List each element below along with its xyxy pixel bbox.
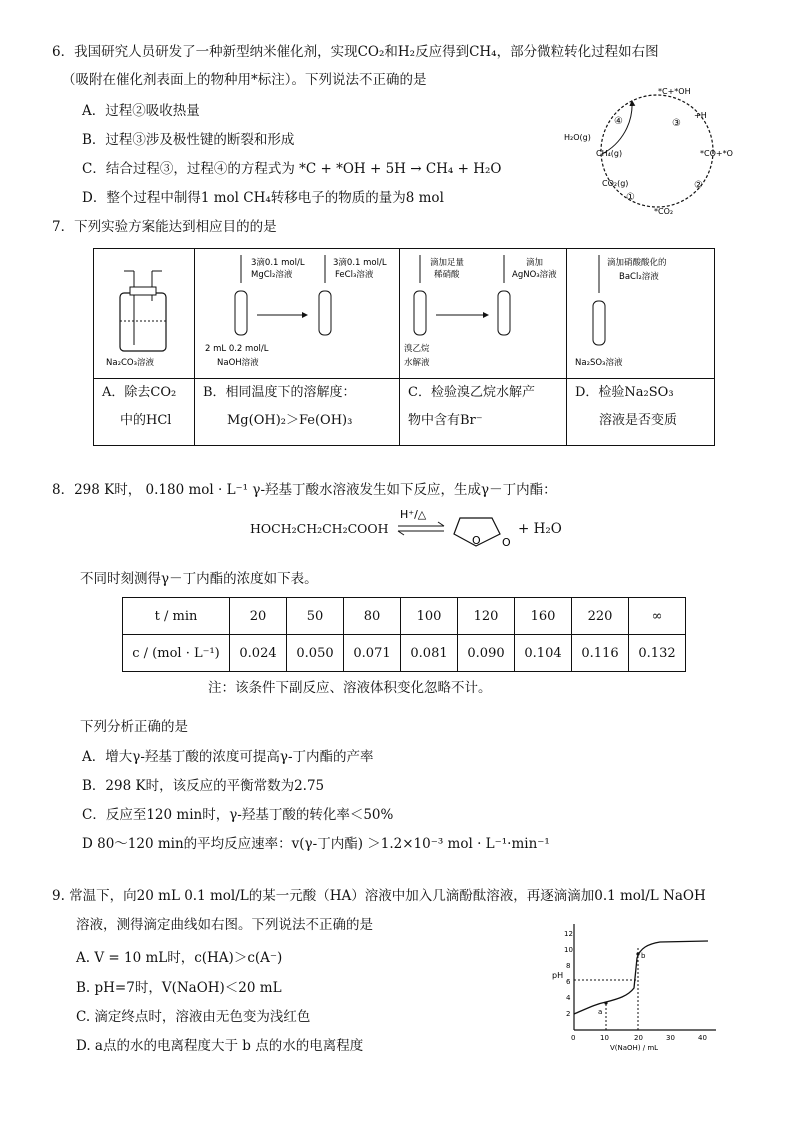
x-tick: 40 — [698, 1034, 707, 1042]
b-add1b: MgCl₂溶液 — [251, 270, 293, 280]
b-add1: 3滴0.1 mol/L — [251, 258, 305, 268]
q9-titration-curve — [548, 918, 728, 1054]
diagram-right: *CO+*O — [700, 149, 733, 158]
q8-option-d: D 80～120 min的平均反应速率：v(γ-丁内酯) ＞1.2×10⁻³ mol · L⁻¹·min⁻¹ — [82, 836, 550, 852]
diagram-left2: CH₄(g) — [596, 149, 623, 158]
cell-d-figure — [567, 249, 715, 379]
step-3: ③ — [672, 118, 681, 129]
d-tube: Na₂SO₃溶液 — [575, 358, 623, 368]
q9-stem-line2: 溶液，测得滴定曲线如右图。下列说法不正确的是 — [76, 917, 373, 933]
y-tick: 8 — [566, 962, 571, 970]
t-cell: 20 — [230, 598, 287, 635]
c-header: c / (mol · L⁻¹) — [123, 635, 230, 672]
b-add2: 3滴0.1 mol/L — [333, 258, 387, 268]
t-cell: ∞ — [629, 598, 686, 635]
q7-c2: 物中含有Br⁻ — [408, 413, 483, 428]
q6-option-d: D．整个过程中制得1 mol CH₄转移电子的物质的量为8 mol — [82, 190, 444, 206]
cell-a-figure — [94, 249, 195, 379]
y-tick: 2 — [566, 1010, 571, 1018]
time-row — [123, 598, 686, 635]
c-cell: 0.050 — [287, 635, 344, 672]
point-a — [604, 1001, 607, 1004]
t-cell: 80 — [344, 598, 401, 635]
ring-o: O — [472, 534, 481, 547]
q7-experiment-table — [93, 248, 715, 446]
mg-fe-figure — [195, 249, 399, 375]
q9-stem-line1: 9. 常温下，向20 mL 0.1 mol/L的某一元酸（HA）溶液中加入几滴酚酞溶液，再逐滴滴加0.1 mol/L NaOH — [52, 888, 706, 904]
diagram-right-top: +H — [694, 111, 707, 120]
b-tube: 2 mL 0.2 mol/L — [205, 344, 269, 354]
t-header: t / min — [123, 598, 230, 635]
carbonyl-o: O — [502, 536, 511, 549]
bromoethane-figure — [400, 249, 566, 375]
y-tick: 6 — [566, 978, 571, 986]
point-b — [636, 952, 639, 955]
c-cell: 0.090 — [458, 635, 515, 672]
conc-row — [123, 635, 686, 672]
c-cell: 0.081 — [401, 635, 458, 672]
q9-option-d: D. a点的水的电离程度大于 b 点的水的电离程度 — [76, 1038, 364, 1054]
q8-water: + H₂O — [518, 521, 562, 537]
d-addb: BaCl₂溶液 — [619, 272, 659, 282]
b-add2b: FeCl₃溶液 — [335, 270, 374, 280]
c-add2: 滴加 — [526, 258, 544, 268]
b-tubeb: NaOH溶液 — [217, 358, 259, 368]
c-cell: 0.104 — [515, 635, 572, 672]
diagram-bottom: *CO₂ — [654, 207, 674, 216]
c-add1: 滴加足量 — [430, 258, 465, 268]
q8-stem: 8．298 K时， 0.180 mol · L⁻¹ γ-羟基丁酸水溶液发生如下反应，生成γ－丁内酯： — [52, 482, 557, 498]
y-tick: 4 — [566, 994, 571, 1002]
t-cell: 220 — [572, 598, 629, 635]
q8-table-intro: 不同时刻测得γ－丁内酯的浓度如下表。 — [80, 571, 318, 587]
wash-bottle-figure — [94, 249, 194, 375]
y-axis-label: pH — [552, 971, 564, 980]
step-1: ① — [626, 192, 635, 203]
cell-a-label: Na₂CO₃溶液 — [106, 358, 155, 368]
q8-option-a: A．增大γ-羟基丁酸的浓度可提高γ-丁内酯的产率 — [82, 749, 374, 765]
x-tick: 10 — [600, 1034, 609, 1042]
q7-stem: 7．下列实验方案能达到相应目的的是 — [52, 219, 277, 235]
diagram-top: *C+*OH — [658, 87, 691, 96]
q9-option-c: C. 滴定终点时，溶液由无色变为浅红色 — [76, 1009, 311, 1025]
y-tick: 10 — [564, 946, 573, 954]
t-cell: 120 — [458, 598, 515, 635]
c-add2b: AgNO₃溶液 — [512, 270, 557, 280]
q8-condition: H⁺/△ — [400, 508, 427, 521]
option-d-cell — [567, 379, 715, 446]
q6-option-b: B．过程③涉及极性键的断裂和形成 — [82, 132, 295, 148]
x-tick: 30 — [666, 1034, 675, 1042]
option-a-cell — [94, 379, 195, 446]
c-add1b: 稀硝酸 — [434, 270, 460, 280]
q7-b1: B．相同温度下的溶解度： — [203, 385, 356, 400]
c-cell: 0.071 — [344, 635, 401, 672]
q9-option-a: A. V = 10 mL时，c(HA)＞c(A⁻) — [76, 950, 283, 966]
x-tick: 0 — [571, 1034, 576, 1042]
q6-option-c: C．结合过程③，过程④的方程式为 *C + *OH + 5H → CH₄ + H₂O — [82, 161, 502, 177]
point-b-label: b — [641, 952, 646, 960]
cell-b-figure — [195, 249, 400, 379]
q6-cycle-diagram — [562, 76, 742, 226]
q8-reactant: HOCH₂CH₂CH₂COOH — [250, 521, 389, 536]
x-axis-label: V(NaOH) / mL — [610, 1044, 659, 1052]
q7-d2: 溶液是否变质 — [599, 413, 678, 428]
q8-option-b: B．298 K时，该反应的平衡常数为2.75 — [82, 778, 325, 794]
option-b-cell — [195, 379, 400, 446]
q9-option-b: B. pH=7时，V(NaOH)＜20 mL — [76, 980, 282, 996]
diagram-left-bottom: CO₂(g) — [602, 179, 629, 188]
t-cell: 100 — [401, 598, 458, 635]
d-add: 滴加硝酸酸化的 — [607, 258, 667, 268]
q7-d1: D．检验Na₂SO₃ — [575, 385, 674, 400]
q8-data-table — [122, 597, 686, 672]
cell-c-figure — [400, 249, 567, 379]
q7-a2: 中的HCl — [120, 413, 172, 428]
q7-c1: C．检验溴乙烷水解产 — [408, 385, 535, 400]
c-cell: 0.024 — [230, 635, 287, 672]
q8-option-c: C．反应至120 min时，γ-羟基丁酸的转化率＜50% — [82, 807, 394, 823]
q8-note: 注：该条件下副反应、溶液体积变化忽略不计。 — [208, 680, 492, 696]
q6-option-a: A．过程②吸收热量 — [82, 103, 200, 119]
q8-ask: 下列分析正确的是 — [80, 719, 188, 735]
t-cell: 160 — [515, 598, 572, 635]
c-cell: 0.132 — [629, 635, 686, 672]
step-2: ② — [694, 180, 703, 191]
c-tube: 溴乙烷 — [404, 344, 430, 354]
q6-stem-line1: 6．我国研究人员研发了一种新型纳米催化剂，实现CO₂和H₂反应得到CH₄，部分微粒转化过程如右图 — [52, 44, 659, 60]
c-cell: 0.116 — [572, 635, 629, 672]
t-cell: 50 — [287, 598, 344, 635]
q7-a1: A．除去CO₂ — [102, 385, 177, 400]
q7-b2: Mg(OH)₂＞Fe(OH)₃ — [227, 413, 353, 428]
x-tick: 20 — [634, 1034, 643, 1042]
c-tubeb: 水解液 — [404, 358, 430, 368]
point-a-label: a — [598, 1008, 603, 1016]
sulfite-figure — [567, 249, 714, 375]
diagram-left1: H₂O(g) — [564, 133, 591, 142]
q6-stem-line2: （吸附在催化剂表面上的物种用*标注）。下列说法不正确的是 — [62, 72, 427, 88]
step-4: ④ — [614, 116, 623, 127]
option-c-cell — [400, 379, 567, 446]
y-tick: 12 — [564, 930, 573, 938]
